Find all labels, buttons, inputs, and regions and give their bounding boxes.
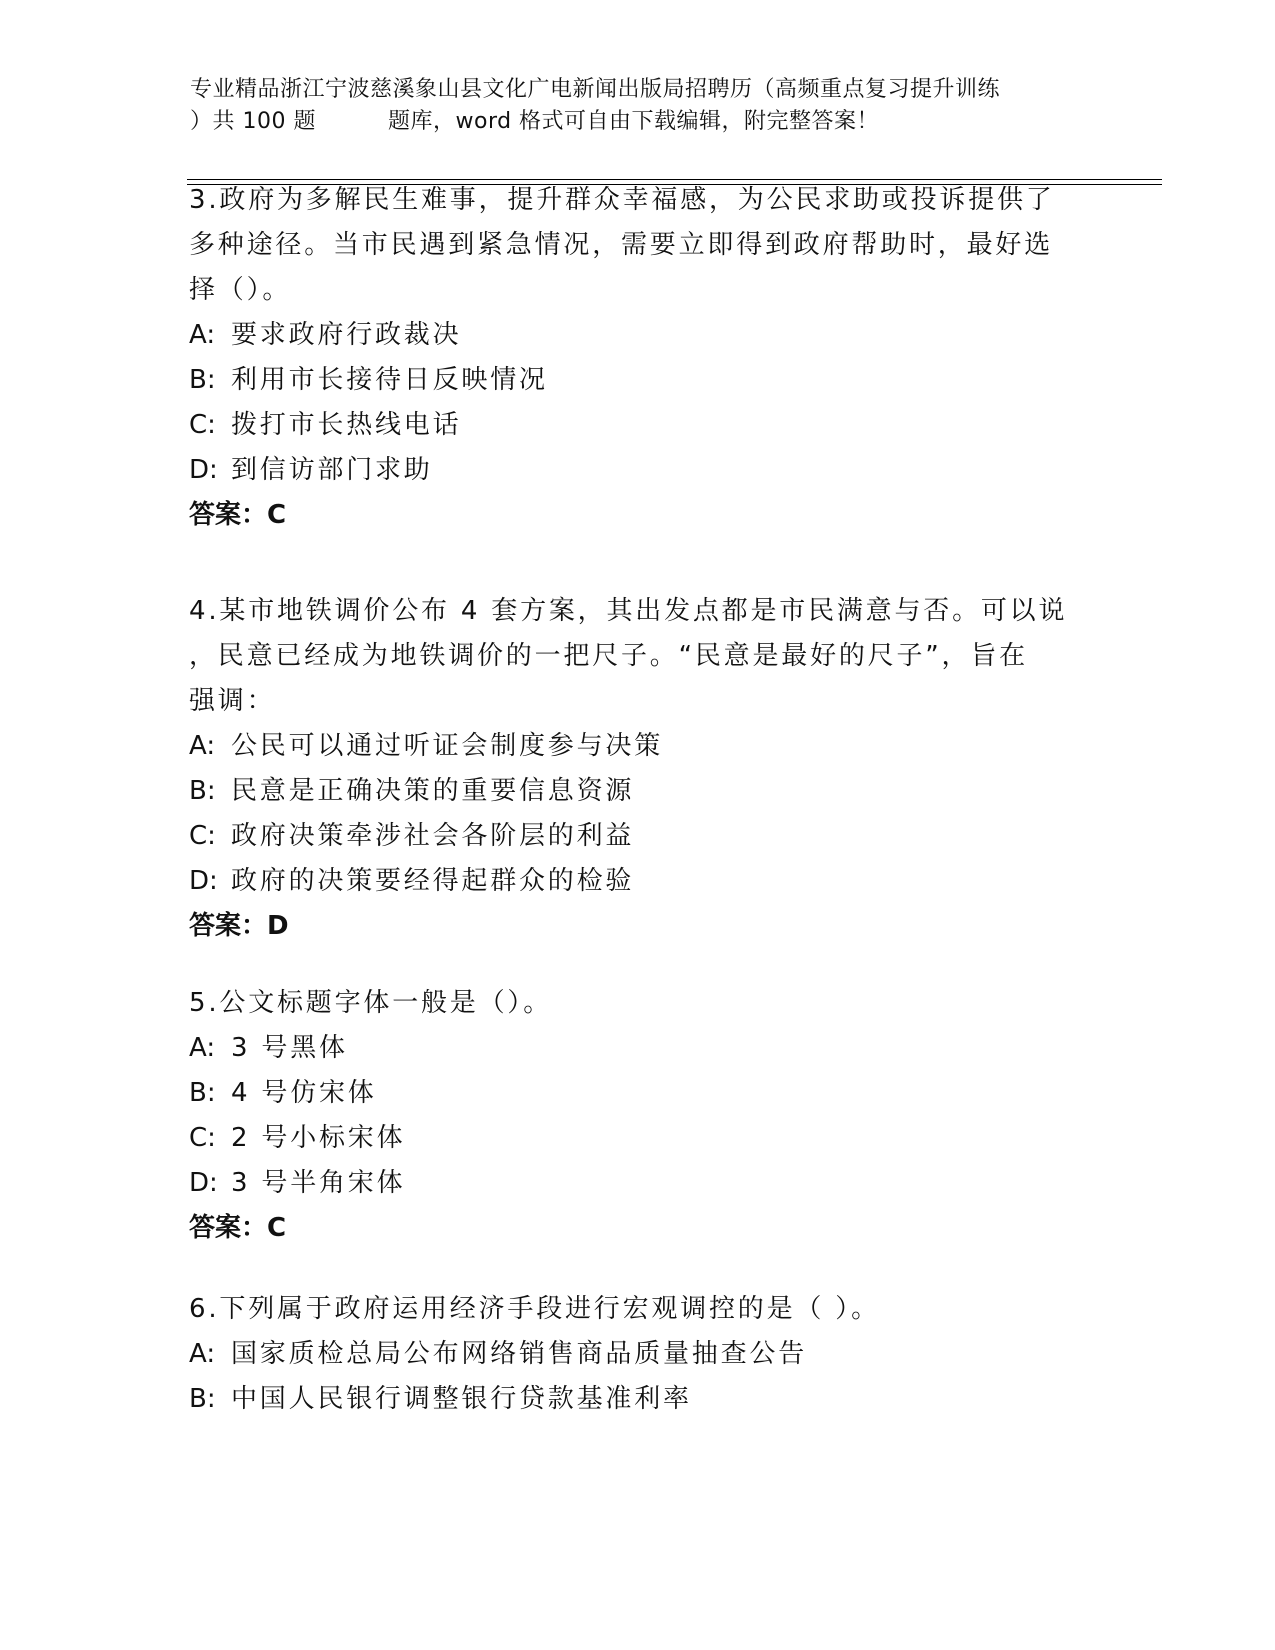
question-stem bbox=[189, 981, 1089, 1026]
answer-line: 答案：C bbox=[189, 500, 287, 530]
option-key: B: bbox=[189, 365, 216, 395]
option-text: 民意是正确决策的重要信息资源 bbox=[231, 776, 635, 806]
option-key: D: bbox=[189, 866, 218, 896]
option-b bbox=[189, 769, 1089, 814]
question-stem-line: 择（）。 bbox=[189, 275, 292, 305]
question-stem-line: 5.公文标题字体一般是（）。 bbox=[189, 988, 553, 1018]
option-text: 到信访部门求助 bbox=[231, 455, 433, 485]
option-c bbox=[189, 1116, 1089, 1161]
question-stem-line: 4.某市地铁调价公布 4 套方案，其出发点都是市民满意与否。可以说 bbox=[189, 596, 1068, 626]
option-d bbox=[189, 1161, 1089, 1206]
option-text: 3 号半角宋体 bbox=[231, 1168, 406, 1198]
option-b bbox=[189, 1377, 1089, 1422]
option-text: 3 号黑体 bbox=[231, 1033, 348, 1063]
option-key: D: bbox=[189, 455, 218, 485]
option-d bbox=[189, 448, 1089, 493]
header-title-line-2 bbox=[190, 106, 1090, 138]
option-key: C: bbox=[189, 410, 216, 440]
option-key: A: bbox=[189, 1339, 216, 1369]
option-key: B: bbox=[189, 1078, 216, 1108]
option-b bbox=[189, 358, 1089, 403]
option-a bbox=[189, 1026, 1089, 1071]
question-stem-line: ，民意已经成为地铁调价的一把尺子。“民意是最好的尺子”，旨在 bbox=[189, 641, 1028, 671]
option-c bbox=[189, 403, 1089, 448]
question-block bbox=[189, 589, 1089, 949]
option-text: 中国人民银行调整银行贷款基准利率 bbox=[231, 1384, 692, 1414]
option-text: 利用市长接待日反映情况 bbox=[231, 365, 548, 395]
option-text: 政府决策牵涉社会各阶层的利益 bbox=[231, 821, 635, 851]
option-text: 要求政府行政裁决 bbox=[231, 320, 462, 350]
option-text: 拨打市长热线电话 bbox=[231, 410, 462, 440]
option-c bbox=[189, 814, 1089, 859]
answer-line: 答案：C bbox=[189, 1213, 287, 1243]
header-description: 题库，word 格式可自由下载编辑，附完整答案！ bbox=[387, 109, 880, 134]
option-key: C: bbox=[189, 821, 216, 851]
option-a bbox=[189, 724, 1089, 769]
question-block bbox=[189, 1287, 1089, 1422]
question-stem-line: 强调： bbox=[189, 686, 276, 716]
option-key: B: bbox=[189, 1384, 216, 1414]
option-key: A: bbox=[189, 731, 216, 761]
option-d bbox=[189, 859, 1089, 904]
question-stem bbox=[189, 589, 1089, 724]
option-key: B: bbox=[189, 776, 216, 806]
question-stem-line: 6.下列属于政府运用经济手段进行宏观调控的是（ ）。 bbox=[189, 1294, 880, 1324]
question-stem bbox=[189, 178, 1089, 313]
question-stem-line: 多种途径。当市民遇到紧急情况，需要立即得到政府帮助时，最好选 bbox=[189, 230, 1054, 260]
option-key: D: bbox=[189, 1168, 218, 1198]
option-a bbox=[189, 313, 1089, 358]
question-stem bbox=[189, 1287, 1089, 1332]
option-text: 政府的决策要经得起群众的检验 bbox=[231, 866, 635, 896]
option-text: 4 号仿宋体 bbox=[231, 1078, 377, 1108]
option-text: 公民可以通过听证会制度参与决策 bbox=[231, 731, 664, 761]
page-header bbox=[190, 74, 1090, 138]
question-block bbox=[189, 981, 1089, 1251]
question-stem-line: 3.政府为多解民生难事，提升群众幸福感，为公民求助或投诉提供了 bbox=[189, 185, 1055, 215]
option-a bbox=[189, 1332, 1089, 1377]
option-text: 2 号小标宋体 bbox=[231, 1123, 406, 1153]
option-b bbox=[189, 1071, 1089, 1116]
option-key: A: bbox=[189, 320, 216, 350]
header-title-line-1: 专业精品浙江宁波慈溪象山县文化广电新闻出版局招聘历（高频重点复习提升训练 bbox=[190, 77, 1001, 102]
answer-line: 答案：D bbox=[189, 911, 289, 941]
header-count: ）共 100 题 bbox=[190, 109, 316, 134]
option-key: A: bbox=[189, 1033, 216, 1063]
option-key: C: bbox=[189, 1123, 216, 1153]
question-block bbox=[189, 178, 1089, 538]
option-text: 国家质检总局公布网络销售商品质量抽查公告 bbox=[231, 1339, 808, 1369]
